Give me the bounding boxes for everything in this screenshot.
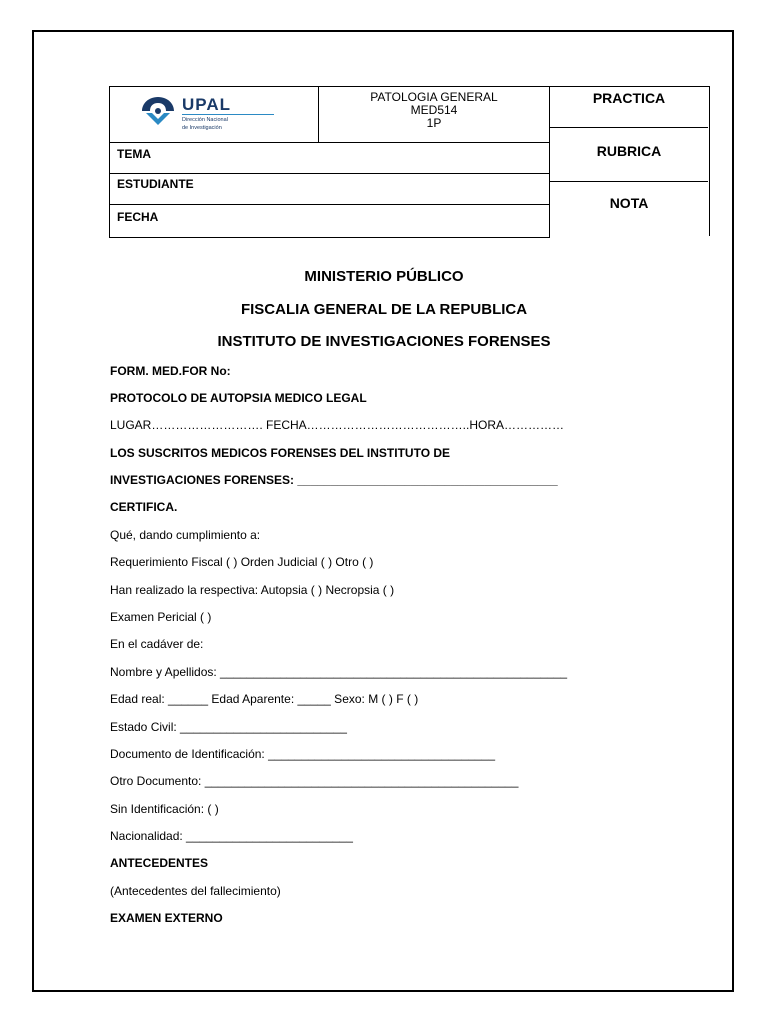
course-code: MED514 — [410, 103, 458, 117]
edad-sexo-field: Edad real: ______ Edad Aparente: _____ Sexo: M ( ) F ( ) — [110, 692, 419, 706]
tema-row: TEMA — [109, 142, 550, 174]
investigaciones-line: INVESTIGACIONES FORENSES: _______________________________________ — [110, 473, 558, 487]
fecha-row: FECHA — [109, 204, 550, 238]
nota-label: NOTA — [609, 195, 649, 211]
sin-identificacion-field: Sin Identificación: ( ) — [110, 802, 219, 816]
antecedentes-heading: ANTECEDENTES — [110, 856, 209, 870]
examen-pericial-line: Examen Pericial ( ) — [110, 610, 212, 624]
requerimiento-line: Requerimiento Fiscal ( ) Orden Judicial ( ) Otro ( ) — [110, 555, 374, 569]
estado-civil-field: Estado Civil: _________________________ — [110, 720, 347, 734]
course-cell — [318, 86, 550, 143]
upal-logo-icon — [138, 95, 178, 127]
grading-divider-1 — [550, 127, 708, 128]
course-name: PATOLOGIA GENERAL — [370, 90, 498, 104]
heading-instituto: INSTITUTO DE INVESTIGACIONES FORENSES — [217, 333, 551, 350]
protocolo-line: PROTOCOLO DE AUTOPSIA MEDICO LEGAL — [110, 391, 367, 405]
logo-text — [182, 96, 274, 131]
documento-field: Documento de Identificación: __________________________________ — [110, 747, 496, 761]
estudiante-row: ESTUDIANTE — [109, 173, 550, 205]
logo-cell — [109, 86, 319, 143]
certifica-line: CERTIFICA. — [110, 500, 178, 514]
cadaver-line: En el cadáver de: — [110, 637, 204, 651]
examen-externo-heading: EXAMEN EXTERNO — [110, 911, 223, 925]
grading-box — [550, 86, 710, 236]
heading-ministerio: MINISTERIO PÚBLICO — [304, 268, 464, 285]
heading-fiscalia: FISCALIA GENERAL DE LA REPUBLICA — [240, 301, 528, 318]
course-section: 1P — [426, 116, 442, 130]
antecedentes-subtitle: (Antecedentes del fallecimiento) — [110, 884, 281, 898]
grading-divider-2 — [550, 181, 708, 182]
logo-divider — [182, 114, 274, 115]
nombre-field: Nombre y Apellidos: ____________________________________________________ — [110, 665, 568, 679]
form-number-line: FORM. MED.FOR No: — [110, 364, 231, 378]
lugar-fecha-hora-line: LUGAR………………………. FECHA…………………………………..HORA…………… — [110, 418, 565, 432]
nacionalidad-field: Nacionalidad: _________________________ — [110, 829, 353, 843]
suscritos-line: LOS SUSCRITOS MEDICOS FORENSES DEL INSTITUTO DE — [110, 446, 451, 460]
logo-name: UPAL — [182, 95, 232, 114]
practica-label: PRACTICA — [592, 90, 666, 106]
rubrica-label: RUBRICA — [596, 143, 662, 159]
realizado-line: Han realizado la respectiva: Autopsia ( ) Necropsia ( ) — [110, 583, 395, 597]
cumplimiento-line: Qué, dando cumplimiento a: — [110, 528, 261, 542]
logo-subtitle-1: Dirección Nacional — [182, 117, 228, 123]
otro-documento-field: Otro Documento: _______________________________________________ — [110, 774, 519, 788]
logo-subtitle-2: de Investigación — [182, 125, 222, 131]
